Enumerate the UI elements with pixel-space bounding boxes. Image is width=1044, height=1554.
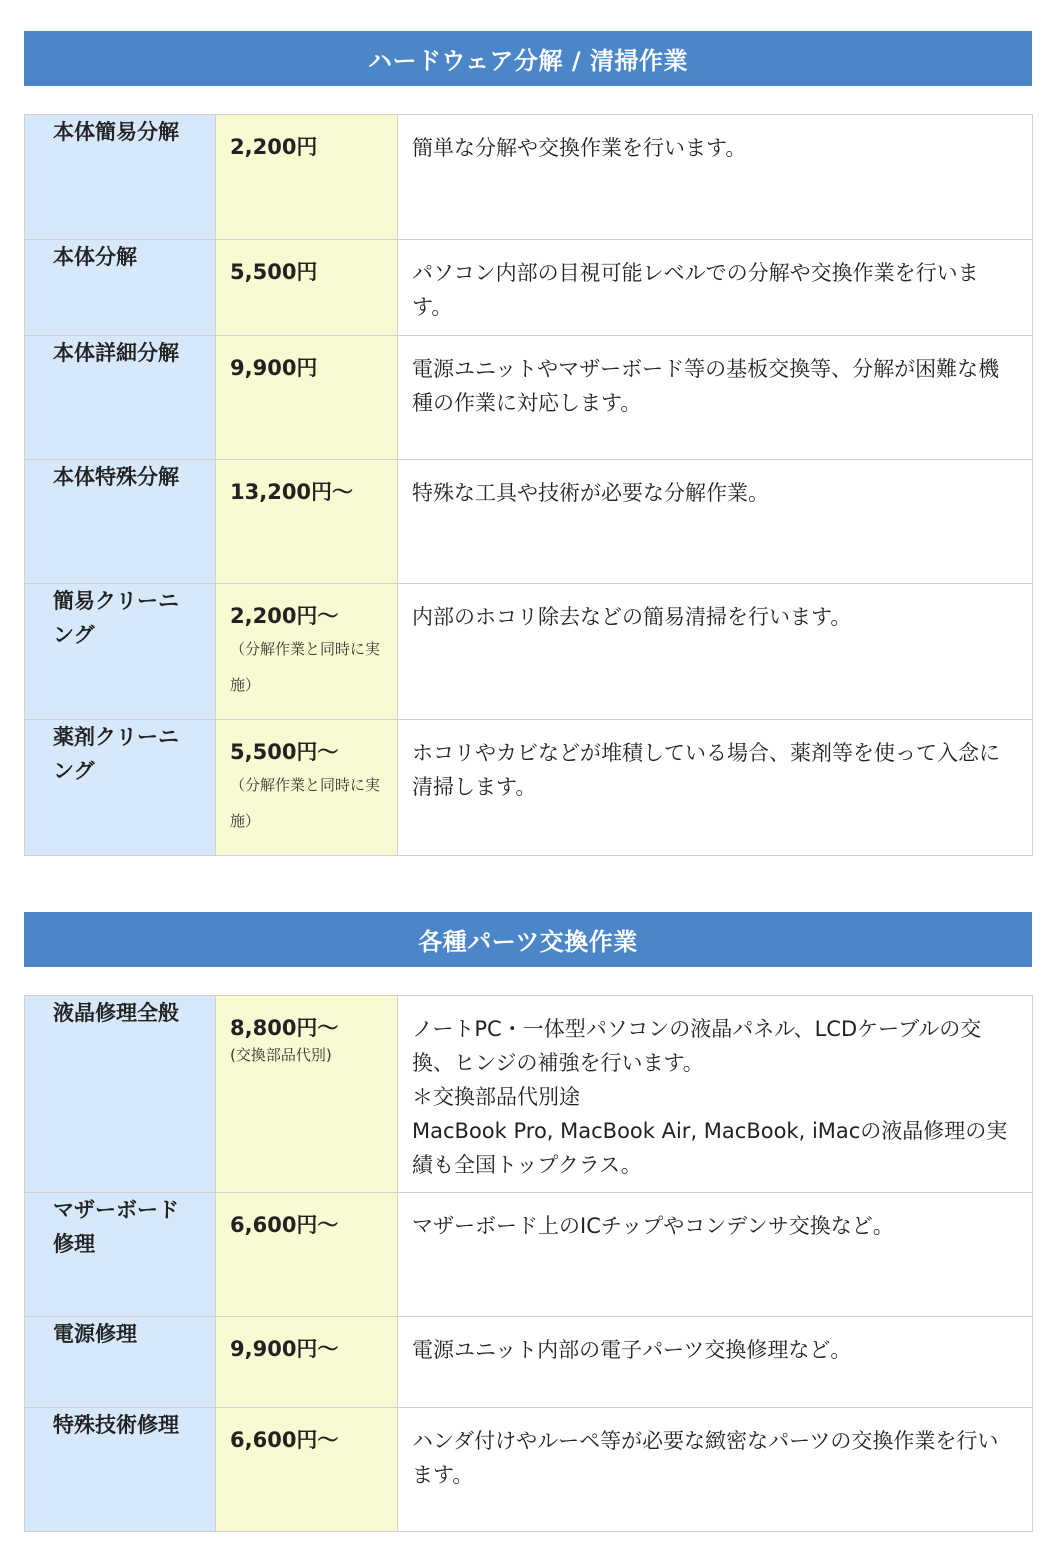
- service-name: 特殊技術修理: [53, 1413, 179, 1437]
- description: ハンダ付けやルーペ等が必要な緻密なパーツの交換作業を行います。: [412, 1429, 999, 1487]
- price-cell: [216, 996, 398, 1193]
- service-name: 本体詳細分解: [53, 341, 179, 365]
- description-cell: [398, 584, 1033, 720]
- service-name-cell: [25, 584, 216, 720]
- description: 電源ユニット内部の電子パーツ交換修理など。: [412, 1338, 852, 1362]
- description-cell: [398, 1193, 1033, 1317]
- description-cell: [398, 996, 1033, 1193]
- price: 2,200円: [230, 135, 318, 159]
- price-cell: [216, 1317, 398, 1408]
- table-row: [25, 240, 1033, 336]
- section-header: ハードウェア分解 / 清掃作業: [24, 31, 1032, 86]
- table-row: [25, 460, 1033, 584]
- description: 特殊な工具や技術が必要な分解作業。: [412, 481, 769, 505]
- section-hardware-disassembly: [24, 31, 1032, 830]
- table-row: [25, 584, 1033, 720]
- description: マザーボード上のICチップやコンデンサ交換など。: [412, 1214, 894, 1238]
- price: 6,600円〜: [230, 1428, 339, 1452]
- section-header: 各種パーツ交換作業: [24, 912, 1032, 967]
- service-name-cell: [25, 720, 216, 856]
- price: 2,200円〜: [230, 604, 339, 628]
- pricing-table: [24, 114, 1033, 856]
- service-name-cell: [25, 1408, 216, 1532]
- service-name-cell: [25, 1193, 216, 1317]
- service-name: 電源修理: [53, 1322, 137, 1346]
- description: 簡単な分解や交換作業を行います。: [412, 136, 747, 160]
- description: ホコリやカビなどが堆積している場合、薬剤等を使って入念に清掃します。: [412, 741, 1000, 799]
- description-cell: [398, 720, 1033, 856]
- service-name-cell: [25, 240, 216, 336]
- price: 6,600円〜: [230, 1213, 339, 1237]
- price: 13,200円〜: [230, 480, 354, 504]
- price: 5,500円〜: [230, 740, 339, 764]
- description-cell: [398, 1317, 1033, 1408]
- price-cell: [216, 115, 398, 240]
- description-cell: [398, 1408, 1033, 1532]
- description: パソコン内部の目視可能レベルでの分解や交換作業を行います。: [412, 261, 979, 319]
- service-name-cell: [25, 115, 216, 240]
- price-cell: [216, 336, 398, 460]
- table-row: [25, 336, 1033, 460]
- description-cell: [398, 336, 1033, 460]
- price-cell: [216, 720, 398, 856]
- price: 9,900円: [230, 356, 318, 380]
- description: 電源ユニットやマザーボード等の基板交換等、分解が困難な機種の作業に対応します。: [412, 357, 1000, 415]
- table-row: [25, 1193, 1033, 1317]
- table-row: [25, 1408, 1033, 1532]
- price-cell: [216, 460, 398, 584]
- service-name: 本体分解: [53, 245, 137, 269]
- service-name: 本体特殊分解: [53, 465, 179, 489]
- description: 内部のホコリ除去などの簡易清掃を行います。: [412, 605, 852, 629]
- service-name: 簡易クリーニング: [53, 589, 179, 647]
- price-note: (交換部品代別): [230, 1046, 332, 1064]
- table-row: [25, 720, 1033, 856]
- section-parts-replacement: [24, 912, 1032, 1487]
- service-name: マザーボード修理: [53, 1198, 179, 1256]
- service-name-cell: [25, 996, 216, 1193]
- table-row: [25, 115, 1033, 240]
- price-cell: [216, 584, 398, 720]
- description: ノートPC・一体型パソコンの液晶パネル、LCDケーブルの交換、ヒンジの補強を行います。 ＊交換部品代別途 MacBook Pro, MacBook Air, MacBook, iMacの液晶修理の実績も全国トップクラス。: [412, 1017, 1008, 1177]
- service-name-cell: [25, 336, 216, 460]
- service-name: 液晶修理全般: [53, 1001, 179, 1025]
- price: 9,900円〜: [230, 1337, 339, 1361]
- price: 8,800円〜: [230, 1016, 339, 1040]
- price-note: （分解作業と同時に実施）: [230, 776, 381, 830]
- description-cell: [398, 460, 1033, 584]
- price-note: （分解作業と同時に実施）: [230, 640, 381, 694]
- table-row: [25, 996, 1033, 1193]
- price: 5,500円: [230, 260, 318, 284]
- service-name: 本体簡易分解: [53, 120, 179, 144]
- service-name: 薬剤クリーニング: [53, 725, 179, 783]
- table-row: [25, 1317, 1033, 1408]
- price-cell: [216, 240, 398, 336]
- price-cell: [216, 1193, 398, 1317]
- pricing-table: [24, 995, 1033, 1532]
- price-cell: [216, 1408, 398, 1532]
- service-name-cell: [25, 460, 216, 584]
- description-cell: [398, 115, 1033, 240]
- service-name-cell: [25, 1317, 216, 1408]
- description-cell: [398, 240, 1033, 336]
